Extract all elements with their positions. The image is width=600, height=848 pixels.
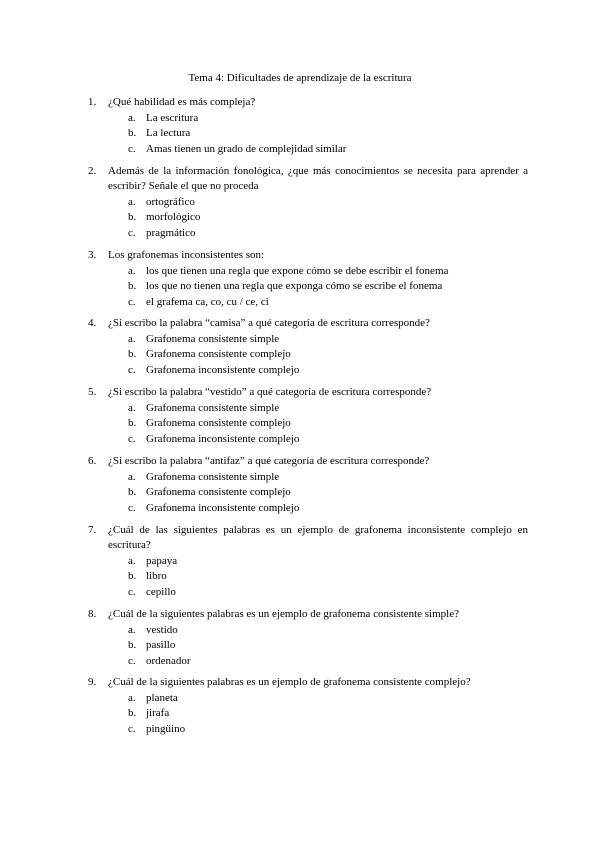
option-letter: b. bbox=[128, 570, 137, 583]
option-letter: c. bbox=[128, 142, 136, 155]
option-b bbox=[128, 279, 528, 294]
question-number: 4. bbox=[88, 317, 97, 329]
option-letter: b. bbox=[128, 417, 137, 430]
option-text: Grafonema consistente complejo bbox=[146, 348, 291, 361]
option-a bbox=[128, 332, 528, 347]
option-c bbox=[128, 501, 528, 516]
option-a bbox=[128, 111, 528, 126]
option-text: La lectura bbox=[146, 127, 191, 140]
option-text: planeta bbox=[146, 692, 178, 704]
option-letter: a. bbox=[128, 555, 136, 567]
option-text: pragmático bbox=[146, 226, 196, 239]
option-letter: a. bbox=[128, 402, 136, 414]
option-a bbox=[128, 264, 528, 279]
option-a bbox=[128, 623, 528, 638]
question-number: 3. bbox=[88, 249, 97, 261]
option-letter: c. bbox=[128, 501, 136, 514]
option-text: ortográfico bbox=[146, 196, 195, 208]
option-letter: b. bbox=[128, 127, 137, 140]
option-text: Grafonema inconsistente complejo bbox=[146, 501, 300, 514]
question-text: ¿Si escribo la palabra “vestido” a qué categoría de escritura corresponde? bbox=[108, 386, 432, 398]
option-text: Grafonema consistente simple bbox=[146, 402, 280, 414]
option-letter: a. bbox=[128, 112, 136, 124]
question-number: 5. bbox=[88, 386, 97, 398]
option-letter: c. bbox=[128, 226, 136, 239]
question-text: Además de la información fonológica, ¿que más conocimientos se necesita para aprender a escribir? Señale el que no proceda bbox=[108, 165, 528, 192]
option-text: Grafonema inconsistente complejo bbox=[146, 363, 300, 376]
option-c bbox=[128, 722, 528, 737]
option-text: pasillo bbox=[146, 639, 176, 652]
option-text: Amas tienen un grado de complejidad similar bbox=[146, 142, 347, 155]
option-letter: c. bbox=[128, 363, 136, 376]
option-b bbox=[128, 638, 528, 653]
option-c bbox=[128, 142, 528, 157]
option-a bbox=[128, 691, 528, 706]
question-1 bbox=[88, 95, 528, 157]
option-b bbox=[128, 706, 528, 721]
option-letter: a. bbox=[128, 624, 136, 636]
option-letter: a. bbox=[128, 265, 136, 277]
option-c bbox=[128, 585, 528, 600]
option-text: papaya bbox=[146, 555, 178, 567]
option-text: los que tienen una regla que expone cómo se debe escribir el fonema bbox=[146, 265, 449, 277]
question-9 bbox=[88, 675, 528, 737]
option-a bbox=[128, 470, 528, 485]
option-c bbox=[128, 432, 528, 447]
question-number: 8. bbox=[88, 608, 97, 620]
question-7 bbox=[88, 523, 528, 600]
option-letter: b. bbox=[128, 211, 137, 224]
question-text: ¿Qué habilidad es más compleja? bbox=[108, 96, 256, 108]
question-number: 9. bbox=[88, 676, 97, 688]
option-letter: c. bbox=[128, 654, 136, 667]
option-letter: c. bbox=[128, 585, 136, 598]
option-text: Grafonema consistente complejo bbox=[146, 417, 291, 430]
option-b bbox=[128, 485, 528, 500]
option-letter: c. bbox=[128, 722, 136, 735]
question-3 bbox=[88, 248, 528, 310]
option-c bbox=[128, 363, 528, 378]
option-a bbox=[128, 401, 528, 416]
option-letter: a. bbox=[128, 333, 136, 345]
option-letter: b. bbox=[128, 280, 137, 293]
option-text: jirafa bbox=[146, 707, 170, 720]
option-text: Grafonema inconsistente complejo bbox=[146, 432, 300, 445]
option-b bbox=[128, 347, 528, 362]
option-letter: c. bbox=[128, 432, 136, 445]
option-letter: a. bbox=[128, 692, 136, 704]
question-number: 6. bbox=[88, 455, 97, 467]
option-text: La escritura bbox=[146, 112, 199, 124]
option-text: Grafonema consistente simple bbox=[146, 471, 280, 483]
option-letter: c. bbox=[128, 295, 136, 308]
question-5 bbox=[88, 385, 528, 447]
option-b bbox=[128, 416, 528, 431]
question-number: 2. bbox=[88, 165, 97, 177]
question-text: ¿Si escribo la palabra “antifaz” a qué categoría de escritura corresponde? bbox=[108, 455, 430, 467]
document-title: Tema 4: Dificultades de aprendizaje de la escritura bbox=[188, 72, 412, 84]
option-letter: b. bbox=[128, 707, 137, 720]
question-text: ¿Si escribo la palabra “camisa” a qué categoría de escritura corresponde? bbox=[108, 317, 430, 329]
question-text: ¿Cuál de la siguientes palabras es un ejemplo de grafonema consistente simple? bbox=[108, 608, 459, 620]
question-number: 7. bbox=[88, 524, 97, 536]
option-b bbox=[128, 210, 528, 225]
option-c bbox=[128, 295, 528, 310]
question-2 bbox=[88, 164, 528, 241]
option-text: vestido bbox=[146, 624, 178, 636]
option-a bbox=[128, 554, 528, 569]
option-b bbox=[128, 126, 528, 141]
option-text: libro bbox=[146, 570, 167, 583]
option-a bbox=[128, 195, 528, 210]
option-text: Grafonema consistente simple bbox=[146, 333, 280, 345]
question-number: 1. bbox=[88, 96, 97, 108]
question-text: ¿Cuál de la siguientes palabras es un ejemplo de grafonema consistente complejo? bbox=[108, 676, 471, 688]
option-c bbox=[128, 226, 528, 241]
question-4 bbox=[88, 316, 528, 378]
option-letter: b. bbox=[128, 486, 137, 499]
option-text: el grafema ca, co, cu / ce, ci bbox=[146, 295, 269, 308]
option-c bbox=[128, 654, 528, 669]
option-text: Grafonema consistente complejo bbox=[146, 486, 291, 499]
question-8 bbox=[88, 607, 528, 669]
option-text: los que no tienen una regla que exponga cómo se escribe el fonema bbox=[146, 280, 443, 293]
option-letter: b. bbox=[128, 348, 137, 361]
question-text: ¿Cuál de las siguientes palabras es un ejemplo de grafonema inconsistente complejo en escritura? bbox=[108, 524, 528, 551]
option-text: ordenador bbox=[146, 654, 191, 667]
option-text: cepillo bbox=[146, 585, 176, 598]
option-letter: a. bbox=[128, 196, 136, 208]
option-letter: a. bbox=[128, 471, 136, 483]
option-text: morfológico bbox=[146, 211, 201, 224]
option-b bbox=[128, 569, 528, 584]
question-6 bbox=[88, 454, 528, 516]
option-letter: b. bbox=[128, 639, 137, 652]
option-text: pingüino bbox=[146, 722, 186, 735]
question-text: Los grafonemas inconsistentes son: bbox=[108, 249, 265, 261]
